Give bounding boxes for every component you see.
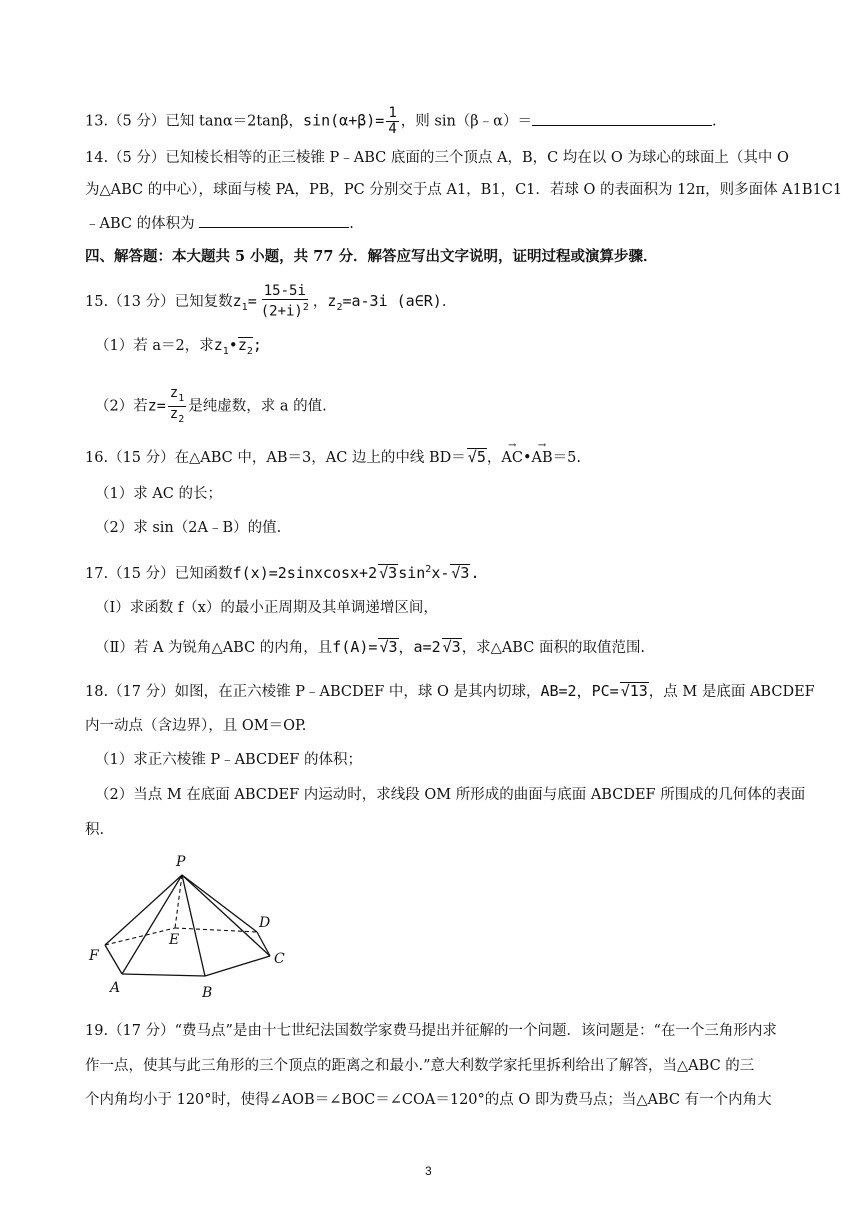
q18-line1: [85, 681, 815, 702]
z1-equals: =: [247, 291, 257, 310]
q17-part2-text-b: ，求△ABC 面积的取值范围.: [461, 640, 646, 656]
label-E: E: [169, 932, 180, 948]
q16-score: （15 分）: [108, 450, 175, 466]
q16-sep: ，: [486, 450, 502, 466]
p1-end: ;: [252, 336, 262, 354]
q15-part2-z: z=: [147, 396, 166, 415]
q13-text-a: 已知 tanα＝2tanβ，: [165, 113, 304, 130]
q15-part1: [95, 335, 262, 362]
z2-sub: 2: [336, 301, 343, 313]
q18-sqrt-val: 13: [629, 682, 648, 700]
q15-frac-den: [259, 300, 311, 320]
q18-text-a: 如图，在正六棱锥 P﹣ABCDEF 中，球 O 是其内切球，: [174, 684, 541, 700]
page-number: 3: [425, 1164, 432, 1178]
q16-text-a: 在△ABC 中，AB＝3，AC 边上的中线 BD＝: [174, 450, 466, 466]
hidden-edge-ED: [175, 928, 257, 932]
q17-part2-expr: [332, 638, 461, 656]
q14-number: 14.: [85, 150, 109, 166]
q18-score: （17 分）: [108, 684, 175, 700]
q18-sqrt: √13: [620, 682, 648, 700]
q15-sep: ，: [312, 293, 328, 310]
q15-dot: .: [441, 293, 447, 310]
q14-text-3: ﹣ABC 的体积为: [85, 216, 195, 232]
q17-part1: （Ⅰ）求函数 f（x）的最小正周期及其单调递增区间，: [95, 600, 438, 616]
q16-part1: （1）求 AC 的长；: [95, 486, 223, 502]
label-F: F: [89, 948, 99, 964]
q17-score: （15 分）: [108, 566, 175, 582]
p2-den-z: z: [169, 405, 179, 422]
q14-line1: [85, 148, 789, 168]
q16-text-b: ＝5.: [552, 450, 581, 466]
z1-symbol: z: [232, 291, 242, 310]
q13-answer-blank[interactable]: [532, 111, 712, 126]
q14-answer-blank[interactable]: [199, 213, 349, 228]
p1-z1: z: [213, 336, 223, 354]
q17-f-a: f(x)=2sinxcosx+2: [232, 564, 378, 582]
q13-frac-den: 4: [388, 121, 397, 137]
q15-z1: [232, 291, 257, 313]
q15-score: （13 分）: [108, 293, 175, 310]
q17-text: 已知函数: [174, 566, 233, 582]
q17-p2-sqrt2: √3: [442, 638, 461, 656]
q18-part1: （1）求正六棱锥 P﹣ABCDEF 的体积；: [95, 752, 362, 768]
q15-frac-num: 15-5i: [263, 283, 306, 299]
edge-PA: [122, 875, 182, 974]
q16-sqrt: √5: [467, 448, 486, 466]
q16-number: 16.: [85, 450, 109, 466]
q13-fraction: [386, 106, 398, 137]
q15-part2-text-b: 是纯虚数，求 a 的值.: [188, 398, 327, 415]
q15-z2: [327, 291, 442, 313]
p1-z2: z: [237, 336, 247, 354]
label-P: P: [176, 854, 186, 870]
q17-function: [233, 564, 480, 582]
q18-text-b: ，点 M 是底面 ABCDEF: [648, 684, 815, 700]
q15-z1-fraction: [259, 284, 311, 320]
label-B: B: [202, 985, 213, 1000]
q15-line: [85, 284, 446, 320]
q17-sqrt2-val: 3: [460, 564, 470, 582]
q16-part2: （2）求 sin（2A﹣B）的值.: [95, 520, 282, 536]
q15-part1-expr: [213, 336, 262, 357]
q17-sqrt1-val: 3: [388, 564, 398, 582]
q17-p2-sqrt-val: 3: [388, 638, 398, 656]
edge-PC: [182, 875, 270, 956]
q14-line2: 为△ABC 的中心），球面与棱 PA，PB，PC 分别交于点 A1，B1，C1．若球 O 的表面积为 12π，则多面体 A1B1C1: [85, 182, 843, 198]
q13-number: 13.: [85, 113, 109, 130]
q17-f-b: sin: [398, 564, 426, 582]
q17-line: [85, 560, 479, 584]
q18-part2-line1: （2）当点 M 在底面 ABCDEF 内运动时，求线段 OM 所形成的曲面与底面 ABCDEF 所围成的几何体的表面: [95, 787, 806, 803]
q16-line: [85, 448, 581, 468]
q17-p2-sep: ，: [398, 638, 414, 656]
edge-BC: [205, 956, 270, 976]
edge-AB: [122, 974, 205, 976]
z1-sub: 1: [241, 301, 248, 313]
q17-f-c: x-: [431, 564, 450, 582]
q17-dot: .: [470, 564, 480, 582]
q19-line1: [85, 1021, 777, 1041]
q17-p2-sqrt2-val: 3: [451, 638, 461, 656]
q17-p2-a: a=2: [413, 638, 441, 656]
hexagonal-pyramid-figure: [85, 850, 295, 1000]
q15-part2-text-a: （2）若: [95, 398, 148, 415]
q15-frac-den-base: (2+i): [260, 303, 303, 320]
edge-FA: [105, 945, 122, 974]
q17-number: 17.: [85, 566, 109, 582]
q17-sqrt1: √3: [379, 564, 398, 582]
q15-part2-den: [168, 407, 186, 427]
q18-line2: 内一动点（含边界），且 OM＝OP.: [85, 718, 307, 734]
q15-part1-text: （1）若 a＝2，求: [95, 338, 214, 354]
q19-number: 19.: [85, 1023, 109, 1039]
q15-text: 已知复数: [174, 293, 233, 310]
q14-line3: [85, 213, 354, 234]
q13-line: [85, 106, 717, 137]
section-4-heading: 四、解答题：本大题共 5 小题，共 77 分．解答应写出文字说明，证明过程或演算步骤．: [85, 248, 658, 265]
q13-sin-expr: sin(α+β)=: [303, 111, 385, 130]
hidden-edge-FE: [105, 928, 175, 945]
q16-vector-ab: → AB: [532, 448, 553, 468]
q19-line3: 个内角均小于 120°时，使得∠AOB＝∠BOC＝∠COA＝120°的点 O 即为费马点；当△ABC 有一个内角大: [85, 1092, 772, 1108]
label-C: C: [274, 951, 285, 967]
q17-part2: [95, 637, 645, 658]
q13-end: .: [711, 113, 717, 130]
p1-z2-conj: [238, 337, 253, 359]
q18-number: 18.: [85, 684, 109, 700]
p2-num-sub: 1: [178, 392, 185, 404]
q16-sqrt-val: 5: [476, 448, 486, 466]
hidden-edge-PE: [175, 875, 182, 928]
q15-frac-den-exp: 2: [302, 302, 309, 313]
q15-part2-num: [168, 386, 186, 407]
q13-score: （5 分）: [108, 113, 166, 130]
edge-CD: [257, 932, 270, 956]
q19-text-1: “费马点”是由十七世纪法国数学家费马提出并征解的一个问题．该问题是：“在一个三角形内求: [174, 1023, 777, 1039]
q13-text-b: ，则 sin（β﹣α）＝: [400, 113, 532, 130]
q15-part2: [95, 386, 327, 427]
p2-num-z: z: [169, 385, 179, 401]
p2-den-sub: 2: [178, 413, 185, 425]
q14-end: .: [349, 216, 354, 232]
q17-part2-text-a: （Ⅱ）若 A 为锐角△ABC 的内角，且: [95, 640, 333, 656]
p1-z2-sub: 2: [246, 346, 253, 357]
q16-vector-ac: → AC: [501, 448, 523, 468]
z2-def: =a-3i (a∈R): [342, 291, 442, 310]
z2-symbol: z: [327, 291, 337, 310]
q15-part2-fraction: [168, 386, 186, 427]
q17-sup: 2: [425, 564, 432, 575]
q16-dot: •: [522, 450, 532, 466]
q15-number: 15.: [85, 293, 109, 310]
q17-p2-f: f(A)=: [332, 638, 378, 656]
label-D: D: [259, 915, 271, 931]
q19-line2: 作一点，使其与此三角形的三个顶点的距离之和最小.”意大利数学家托里拆利给出了解答，当△ABC 的三: [85, 1058, 755, 1074]
q19-score: （17 分）: [108, 1023, 175, 1039]
p1-dot: •: [228, 336, 238, 354]
q17-p2-sqrt: √3: [379, 638, 398, 656]
label-A: A: [110, 980, 121, 996]
q14-score: （5 分）: [108, 150, 166, 166]
q17-sqrt2: √3: [451, 564, 470, 582]
q18-ab-pc: AB=2，PC=: [540, 682, 619, 700]
p1-z1-sub: 1: [222, 346, 229, 357]
q13-frac-num: 1: [388, 105, 397, 121]
q14-text-1: 已知棱长相等的正三棱锥 P﹣ABC 底面的三个顶点 A，B，C 均在以 O 为球心的球面上（其中 O: [165, 150, 789, 166]
q18-part2-line2: 积.: [85, 822, 105, 838]
